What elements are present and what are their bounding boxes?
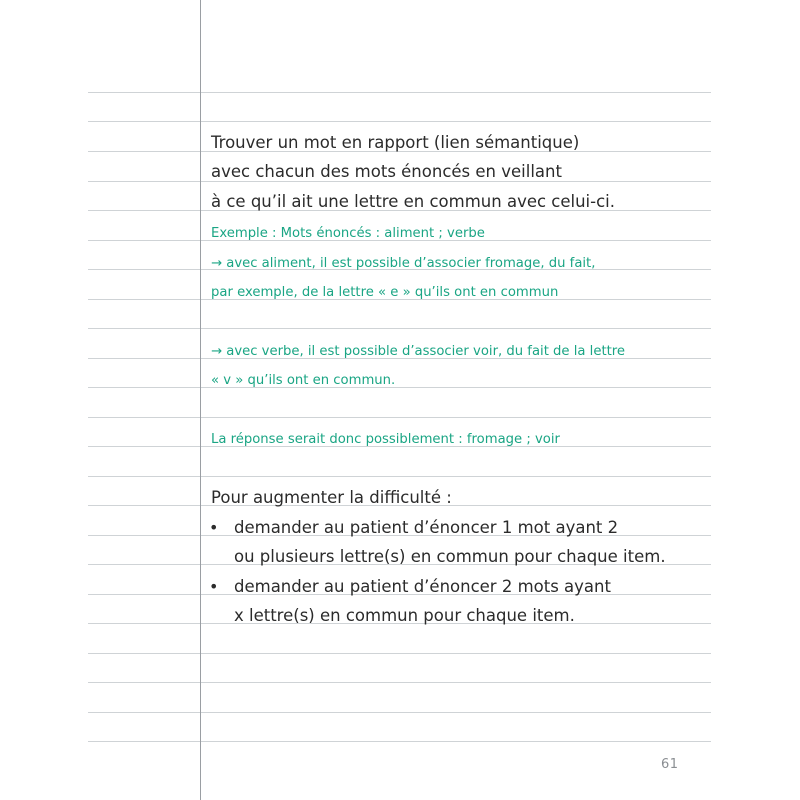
ruled-line (88, 682, 711, 683)
ruled-line (88, 741, 711, 742)
instruction-line-1: Trouver un mot en rapport (lien sémantique) (211, 133, 580, 152)
ruled-line (88, 653, 711, 654)
difficulty-item-1-line-2: ou plusieurs lettre(s) en commun pour chaque item. (234, 547, 666, 566)
ruled-line (88, 387, 711, 388)
example-aliment-line-1: → avec aliment, il est possible d’associer fromage, du fait, (211, 256, 596, 271)
ruled-line (88, 417, 711, 418)
ruled-line (88, 328, 711, 329)
page-number: 61 (661, 757, 679, 772)
example-verbe-line-1: → avec verbe, il est possible d’associer voir, du fait de la lettre (211, 344, 626, 359)
instruction-line-3: à ce qu’il ait une lettre en commun avec celui-ci. (211, 192, 616, 211)
ruled-line (88, 181, 711, 182)
instruction-line-2: avec chacun des mots énoncés en veillant (211, 162, 562, 181)
ruled-line (88, 121, 711, 122)
ruled-line (88, 712, 711, 713)
bullet-2: • (209, 577, 219, 596)
difficulty-title: Pour augmenter la difficulté : (211, 488, 452, 507)
difficulty-item-2-line-1: demander au patient d’énoncer 2 mots ayant (234, 577, 611, 596)
example-title: Exemple : Mots énoncés : aliment ; verbe (211, 226, 485, 241)
margin-line (200, 0, 201, 800)
example-aliment-line-2: par exemple, de la lettre « e » qu’ils ont en commun (211, 285, 559, 300)
difficulty-item-1-line-1: demander au patient d’énoncer 1 mot ayant 2 (234, 518, 619, 537)
ruled-line (88, 476, 711, 477)
bullet-1: • (209, 518, 219, 537)
example-answer: La réponse serait donc possiblement : fromage ; voir (211, 432, 560, 447)
difficulty-item-2-line-2: x lettre(s) en commun pour chaque item. (234, 606, 575, 625)
ruled-line (88, 92, 711, 93)
example-verbe-line-2: « v » qu’ils ont en commun. (211, 373, 396, 388)
